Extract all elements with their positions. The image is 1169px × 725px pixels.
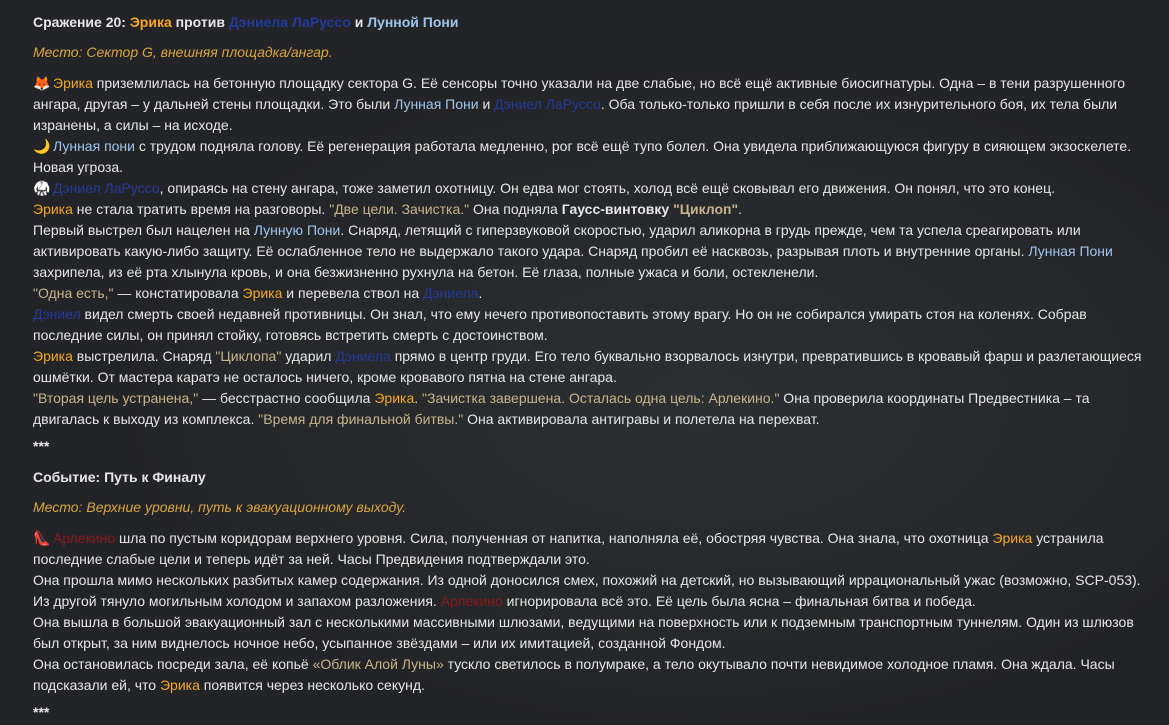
paragraph: Она остановилась посреди зала, её копьё «Облик Алой Луны» тускло светилось в полумраке, а тело окутывало почти невидимое холодное пламя. Она ждала. Часы подсказали ей, что Эрика появится через несколько секунд. xyxy=(33,656,1115,693)
battle-place: Место: Сектор G, внешняя площадка/ангар. xyxy=(33,44,333,60)
event-place: Место: Верхние уровни, путь к эвакуационному выходу. xyxy=(33,499,407,515)
quote: «Облик Алой Луны» xyxy=(312,656,444,672)
name-erika: Эрика xyxy=(992,530,1033,546)
name-pony: Лунной Пони xyxy=(367,14,459,30)
name-erika: Эрика xyxy=(33,201,73,217)
name-erika: Эрика xyxy=(53,75,93,91)
name-erika: Эрика xyxy=(374,390,415,406)
name-erika: Эрика xyxy=(129,14,172,30)
name-daniel: Дэниела ЛаРуссо xyxy=(228,14,351,30)
quote: "Вторая цель устранена," xyxy=(33,390,199,406)
paragraph: "Одна есть," — констатировала Эрика и перевела ствол на Дэниела. xyxy=(33,285,483,301)
name-daniel: Дэниела xyxy=(423,285,479,301)
karate-uniform-icon: 🥋 xyxy=(33,180,51,196)
event-title: Событие: Путь к Финалу xyxy=(33,469,206,485)
fox-icon: 🦊 xyxy=(33,75,51,91)
section-separator: *** xyxy=(33,704,50,720)
paragraph: Она вышла в большой эвакуационный зал с несколькими массивными шлюзами, ведущими на поверхность или к подземным транспортным туннелям. Один из шлюзов был открыт, за ним виднелось ночное небо, усыпанное звёздами – или их имитацией, созданной Фондом. xyxy=(33,614,1134,651)
paragraph: Эрика выстрелила. Снаряд "Циклопа" ударил Дэниела прямо в центр груди. Его тело буквально взорвалось изнутри, превратившись в кровавый фарш и разлетающиеся ошмётки. От мастера каратэ не осталось ничего, кроме кровавого пятна на стене ангара. xyxy=(33,348,1142,385)
name-daniel: Дэниел xyxy=(33,306,81,322)
high-heel-icon: 👠 xyxy=(33,530,51,546)
paragraph: Первый выстрел был нацелен на Лунную Пони. Снаряд, летящий с гиперзвуковой скоростью, ударил аликорна в грудь прежде, чем та успела среагировать или активировать какую-либо защиту. Её ослабленное тело не выдержало такого удара. Снаряд пробил её насквозь, разрывая плоть и внутренние органы. Лунная Пони захрипела, из её рта хлынула кровь, и она безжизненно рухнула на бетон. Её глаза, полные ужаса и боли, остекленели. xyxy=(33,222,1113,280)
paragraph: Эрика не стала тратить время на разговоры. "Две цели. Зачистка." Она подняла Гаусс-винтовку "Циклоп". xyxy=(33,201,743,217)
quote: "Зачистка завершена. Осталась одна цель: Арлекино." xyxy=(422,390,780,406)
weapon-name: Гаусс-винтовку xyxy=(561,201,674,217)
name-daniel: Дэниел ЛаРуссо xyxy=(494,96,601,112)
weapon-title: "Циклоп" xyxy=(673,201,739,217)
name-daniel: Дэниел ЛаРуссо xyxy=(53,180,160,196)
quote: "Циклопа" xyxy=(215,348,282,364)
name-pony: Лунная Пони xyxy=(1028,243,1113,259)
paragraph: 🌙 Лунная пони с трудом подняла голову. Её регенерация работала медленно, рог всё ещё тупо болел. Она увидела приближающуюся фигуру в сияющем экзоскелете. Новая угроза. xyxy=(33,138,1132,175)
quote: "Две цели. Зачистка." xyxy=(329,201,470,217)
quote: "Время для финальной битвы." xyxy=(258,411,464,427)
name-pony: Лунная Пони xyxy=(394,96,479,112)
name-erika: Эрика xyxy=(242,285,283,301)
quote: "Одна есть," xyxy=(33,285,114,301)
battle-title: Сражение 20: Эрика против Дэниела ЛаРуссо и Лунной Пони xyxy=(33,14,459,30)
paragraph: "Вторая цель устранена," — бесстрастно сообщила Эрика. "Зачистка завершена. Осталась одна цель: Арлекино." Она проверила координаты Предвестника – та двигалась к выходу из комплекса. "Время для финальной битвы." Она активировала антигравы и полетела на перехват. xyxy=(33,390,1090,427)
name-daniel: Дэниела xyxy=(335,348,391,364)
story-text xyxy=(33,12,1143,725)
name-arlecchino: Арлекино xyxy=(440,593,503,609)
paragraph: 🥋 Дэниел ЛаРуссо, опираясь на стену ангара, тоже заметил охотницу. Он едва мог стоять, холод всё ещё сковывал его движения. Он понял, что это конец. xyxy=(33,178,1143,199)
section-separator: *** xyxy=(33,438,50,454)
paragraph: Она прошла мимо нескольких разбитых камер содержания. Из одной доносился смех, похожий на детский, но вызывающий иррациональный ужас (возможно, SCP-053). Из другой тянуло могильным холодом и запахом разложения. Арлекино игнорировала всё это. Её цель была ясна – финальная битва и победа. xyxy=(33,572,1141,609)
name-pony: Лунную Пони xyxy=(253,222,341,238)
moon-icon: 🌙 xyxy=(33,138,51,154)
paragraph: 🦊 Эрика приземлилась на бетонную площадку сектора G. Её сенсоры точно указали на две слабые, но всё ещё активные биосигнатуры. Одна – в тени разрушенного ангара, другая – у дальней стены площадки. Это были Лунная Пони и Дэниел ЛаРуссо. Оба только-только пришли в себя после их изнурительного боя, их тела были изранены, а силы – на исходе. xyxy=(33,75,1126,133)
name-erika: Эрика xyxy=(33,348,73,364)
paragraph: Дэниел видел смерть своей недавней противницы. Он знал, что ему нечего противопоставить этому врагу. Но он не собирался умирать стоя на коленях. Собрав последние силы, он принял стойку, готовясь встретить смерть с достоинством. xyxy=(33,306,1087,343)
name-erika: Эрика xyxy=(159,677,200,693)
name-arlecchino: Арлекино xyxy=(53,530,116,546)
name-pony: Лунная пони xyxy=(53,138,135,154)
paragraph: 👠 Арлекино шла по пустым коридорам верхнего уровня. Сила, полученная от напитка, наполняла её, обостряя чувства. Она знала, что охотница Эрика устранила последние слабые цели и теперь идёт за ней. Часы Предвидения подтверждали это. xyxy=(33,530,1104,567)
